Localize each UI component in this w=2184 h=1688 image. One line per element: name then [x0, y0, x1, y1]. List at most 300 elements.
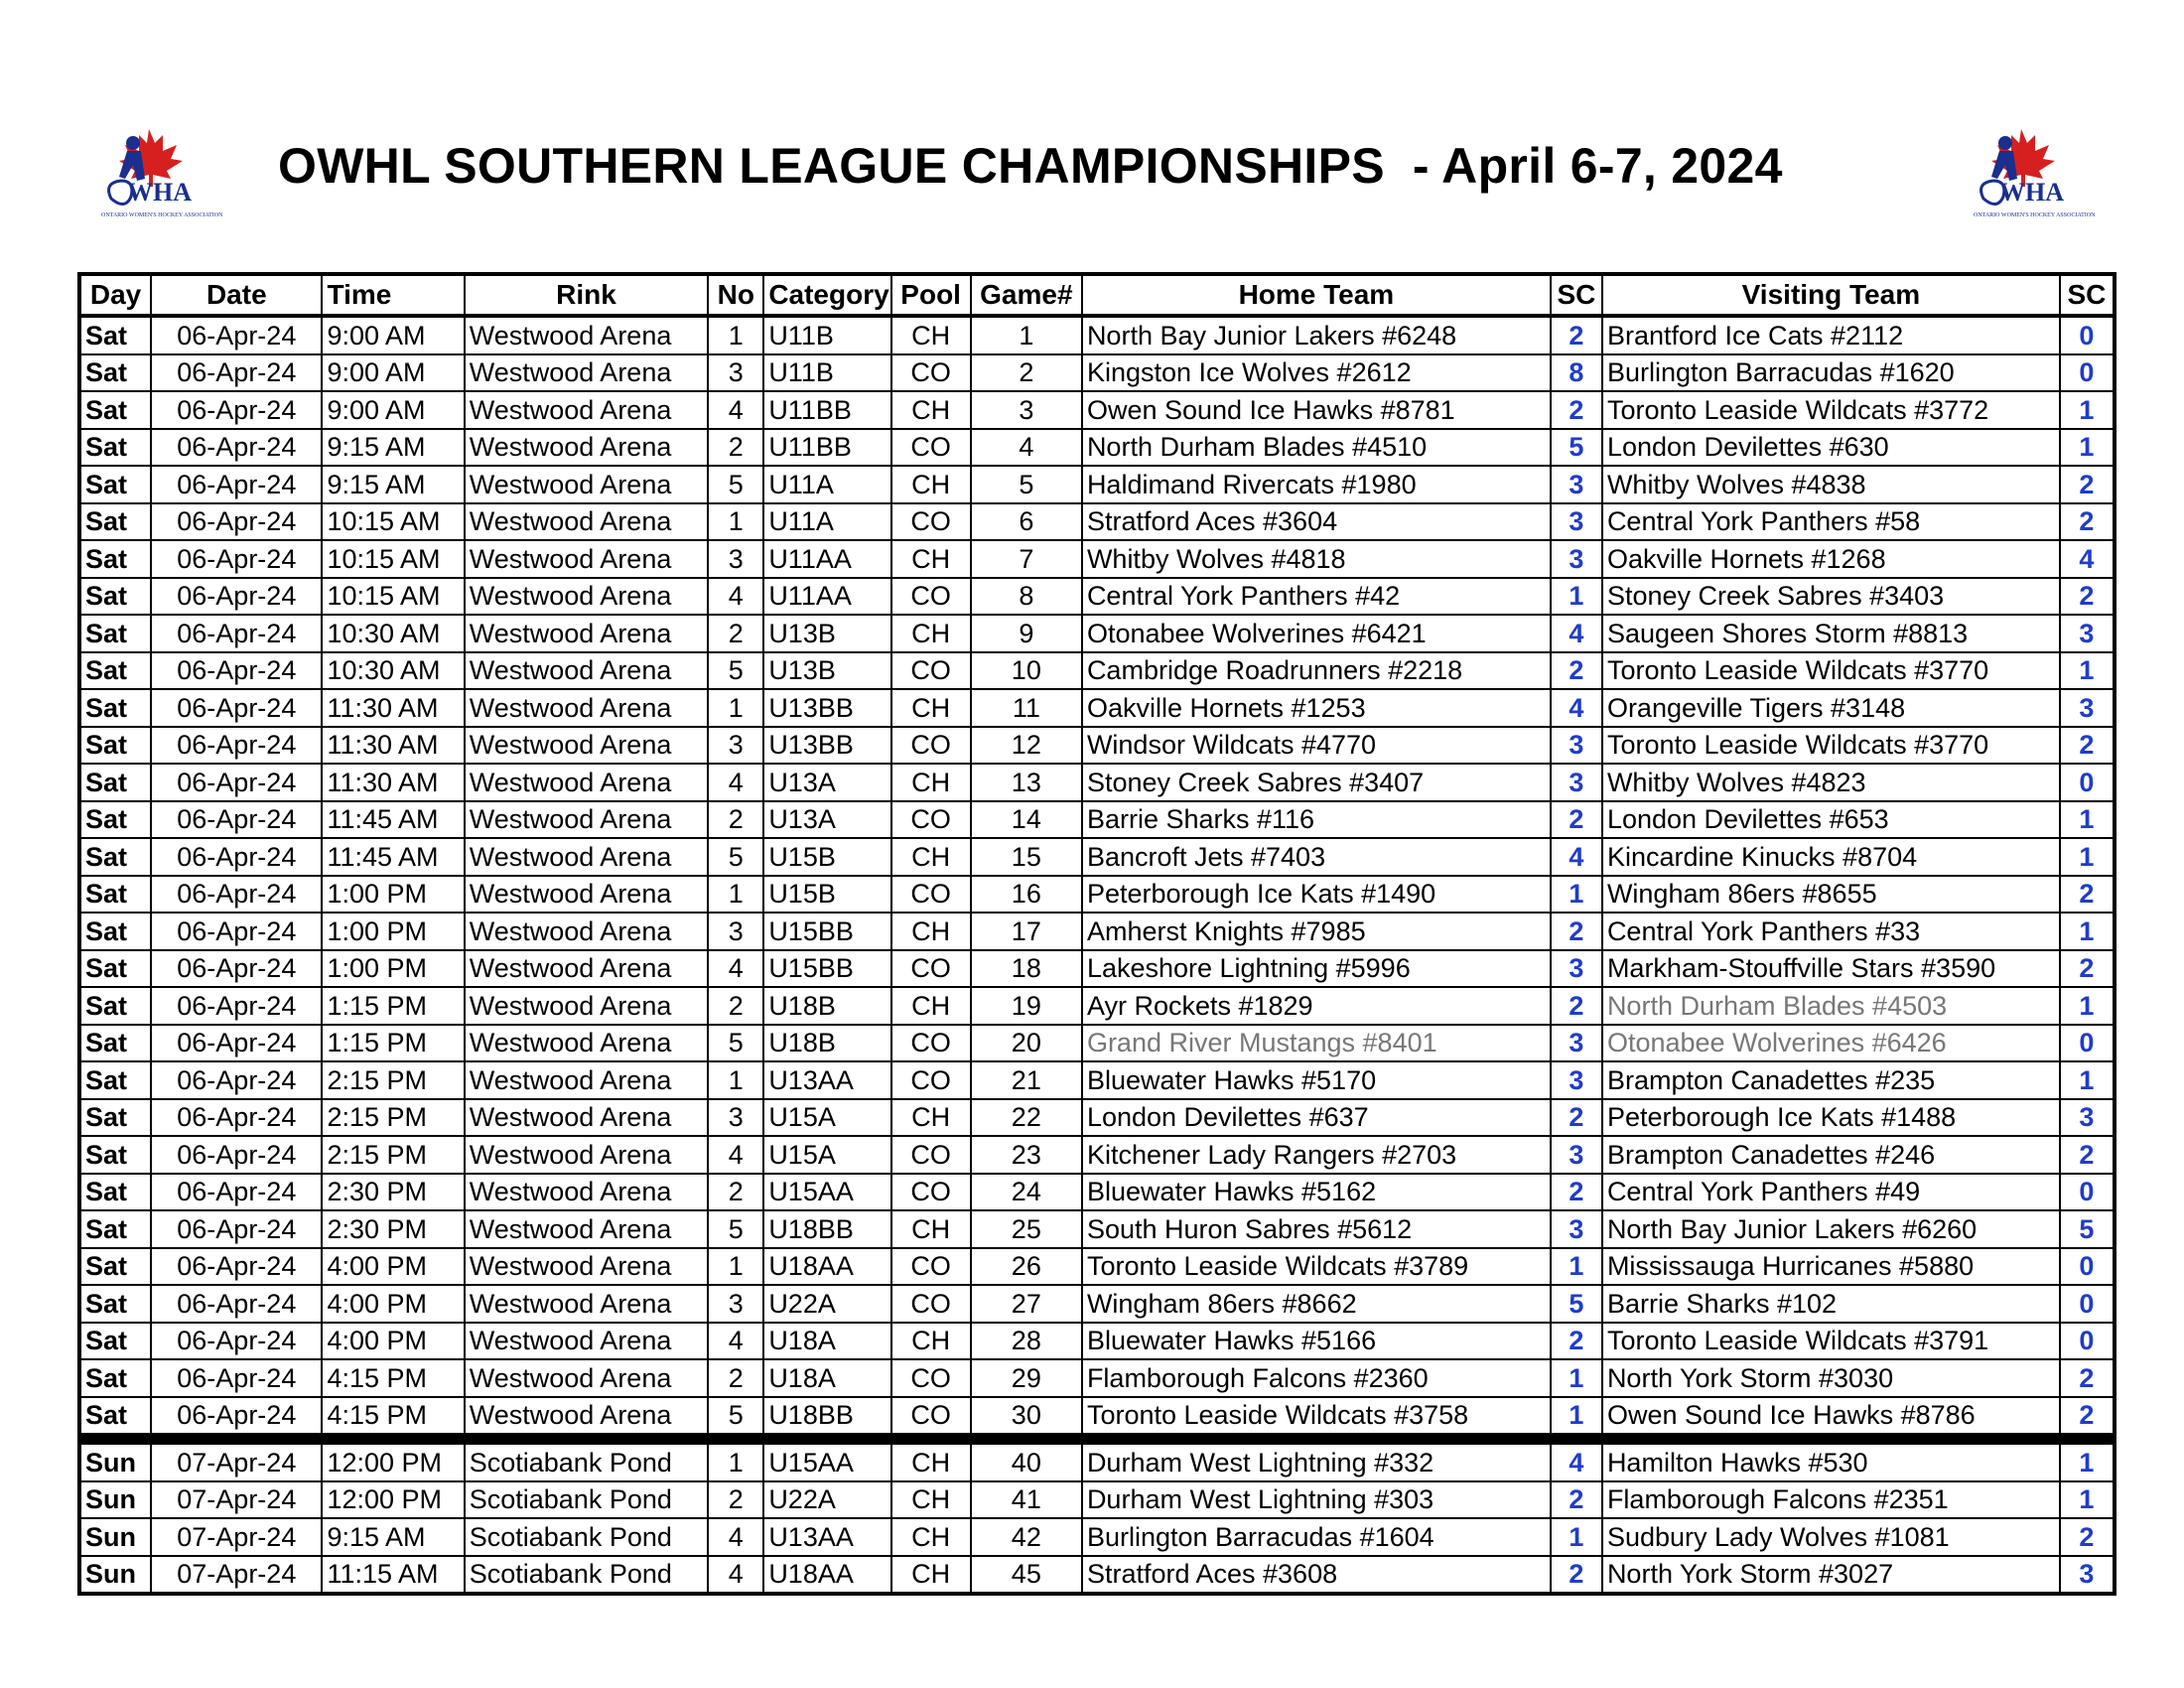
- rink-no-cell: 4: [708, 1518, 763, 1556]
- pool-cell: CH: [891, 913, 971, 950]
- category-cell: U15B: [763, 876, 890, 914]
- game-number-cell: 11: [971, 689, 1082, 727]
- rink-cell: Westwood Arena: [465, 652, 708, 690]
- rink-cell: Westwood Arena: [465, 540, 708, 578]
- home-score-cell: 5: [1551, 1285, 1602, 1323]
- time-cell: 10:15 AM: [322, 503, 464, 541]
- rink-no-cell: 2: [708, 615, 763, 652]
- game-number-cell: 30: [971, 1397, 1082, 1435]
- home-team-cell: Durham West Lightning #303: [1082, 1481, 1551, 1519]
- time-cell: 10:30 AM: [322, 615, 464, 652]
- date-cell: 06-Apr-24: [151, 466, 322, 503]
- rink-cell: Westwood Arena: [465, 1174, 708, 1211]
- game-number-cell: 17: [971, 913, 1082, 950]
- day-cell: Sat: [79, 1061, 151, 1099]
- day-cell: Sat: [79, 652, 151, 690]
- date-cell: 06-Apr-24: [151, 429, 322, 467]
- visiting-score-cell: 0: [2060, 1248, 2115, 1286]
- svg-text:WHA: WHA: [1999, 178, 2064, 207]
- visiting-team-cell: Owen Sound Ice Hawks #8786: [1602, 1397, 2060, 1435]
- visiting-team-cell: Stoney Creek Sabres #3403: [1602, 578, 2060, 616]
- table-row: [79, 689, 2115, 727]
- rink-cell: Scotiabank Pond: [465, 1444, 708, 1481]
- svg-text:ONTARIO WOMEN'S HOCKEY ASSOCIA: ONTARIO WOMEN'S HOCKEY ASSOCIATION: [101, 212, 223, 218]
- date-cell: 06-Apr-24: [151, 1323, 322, 1360]
- rink-cell: Westwood Arena: [465, 1136, 708, 1174]
- day-cell: Sat: [79, 764, 151, 801]
- visiting-score-cell: 1: [2060, 1481, 2115, 1519]
- rink-cell: Scotiabank Pond: [465, 1481, 708, 1519]
- day-cell: Sun: [79, 1556, 151, 1595]
- home-team-cell: Stratford Aces #3604: [1082, 503, 1551, 541]
- home-team-cell: Otonabee Wolverines #6421: [1082, 615, 1551, 652]
- visiting-score-cell: 0: [2060, 1285, 2115, 1323]
- rink-cell: Westwood Arena: [465, 764, 708, 801]
- visiting-score-cell: 2: [2060, 727, 2115, 765]
- day-cell: Sun: [79, 1444, 151, 1481]
- home-team-cell: Owen Sound Ice Hawks #8781: [1082, 391, 1551, 429]
- visiting-team-cell: Whitby Wolves #4823: [1602, 764, 2060, 801]
- category-cell: U13A: [763, 801, 890, 839]
- date-cell: 06-Apr-24: [151, 540, 322, 578]
- table-row: [79, 540, 2115, 578]
- rink-no-cell: 3: [708, 727, 763, 765]
- pool-cell: CH: [891, 1556, 971, 1595]
- home-score-cell: 1: [1551, 1518, 1602, 1556]
- rink-no-cell: 3: [708, 1099, 763, 1137]
- visiting-score-cell: 2: [2060, 466, 2115, 503]
- category-cell: U15AA: [763, 1444, 890, 1481]
- time-cell: 9:00 AM: [322, 391, 464, 429]
- visiting-team-cell: Peterborough Ice Kats #1488: [1602, 1099, 2060, 1137]
- table-row: [79, 987, 2115, 1025]
- day-cell: Sat: [79, 876, 151, 914]
- rink-no-cell: 3: [708, 540, 763, 578]
- col-header-game: Game#: [971, 274, 1082, 316]
- home-score-cell: 1: [1551, 1248, 1602, 1286]
- time-cell: 4:15 PM: [322, 1359, 464, 1397]
- day-cell: Sat: [79, 1099, 151, 1137]
- day-cell: Sat: [79, 540, 151, 578]
- rink-cell: Westwood Arena: [465, 354, 708, 392]
- visiting-score-cell: 1: [2060, 652, 2115, 690]
- rink-no-cell: 4: [708, 1136, 763, 1174]
- visiting-team-cell: London Devilettes #653: [1602, 801, 2060, 839]
- rink-cell: Westwood Arena: [465, 391, 708, 429]
- day-cell: Sat: [79, 987, 151, 1025]
- home-team-cell: Windsor Wildcats #4770: [1082, 727, 1551, 765]
- visiting-score-cell: 1: [2060, 1444, 2115, 1481]
- day-cell: Sat: [79, 689, 151, 727]
- home-score-cell: 3: [1551, 1136, 1602, 1174]
- visiting-score-cell: 0: [2060, 1025, 2115, 1062]
- day-cell: Sat: [79, 429, 151, 467]
- date-cell: 06-Apr-24: [151, 1210, 322, 1248]
- game-number-cell: 24: [971, 1174, 1082, 1211]
- rink-cell: Westwood Arena: [465, 1210, 708, 1248]
- home-team-cell: Bluewater Hawks #5166: [1082, 1323, 1551, 1360]
- rink-cell: Westwood Arena: [465, 801, 708, 839]
- rink-no-cell: 1: [708, 503, 763, 541]
- pool-cell: CH: [891, 764, 971, 801]
- game-number-cell: 41: [971, 1481, 1082, 1519]
- rink-cell: Westwood Arena: [465, 838, 708, 876]
- visiting-score-cell: 2: [2060, 1136, 2115, 1174]
- date-cell: 06-Apr-24: [151, 354, 322, 392]
- pool-cell: CO: [891, 1061, 971, 1099]
- visiting-team-cell: Central York Panthers #58: [1602, 503, 2060, 541]
- date-cell: 07-Apr-24: [151, 1518, 322, 1556]
- visiting-score-cell: 2: [2060, 1359, 2115, 1397]
- rink-no-cell: 2: [708, 1174, 763, 1211]
- rink-cell: Westwood Arena: [465, 615, 708, 652]
- pool-cell: CH: [891, 1518, 971, 1556]
- game-number-cell: 25: [971, 1210, 1082, 1248]
- pool-cell: CO: [891, 1025, 971, 1062]
- rink-cell: Westwood Arena: [465, 689, 708, 727]
- date-cell: 06-Apr-24: [151, 764, 322, 801]
- visiting-team-cell: Saugeen Shores Storm #8813: [1602, 615, 2060, 652]
- rink-cell: Westwood Arena: [465, 1025, 708, 1062]
- date-cell: 06-Apr-24: [151, 652, 322, 690]
- home-team-cell: Lakeshore Lightning #5996: [1082, 950, 1551, 988]
- date-cell: 06-Apr-24: [151, 913, 322, 950]
- table-row: [79, 1099, 2115, 1137]
- date-cell: 06-Apr-24: [151, 316, 322, 354]
- category-cell: U18BB: [763, 1397, 890, 1435]
- rink-no-cell: 5: [708, 838, 763, 876]
- sunday-games: [79, 1444, 2115, 1594]
- pool-cell: CH: [891, 615, 971, 652]
- rink-cell: Westwood Arena: [465, 913, 708, 950]
- home-team-cell: Amherst Knights #7985: [1082, 913, 1551, 950]
- home-score-cell: 1: [1551, 876, 1602, 914]
- rink-no-cell: 4: [708, 1556, 763, 1595]
- game-number-cell: 7: [971, 540, 1082, 578]
- visiting-team-cell: Barrie Sharks #102: [1602, 1285, 2060, 1323]
- time-cell: 2:15 PM: [322, 1136, 464, 1174]
- visiting-team-cell: Toronto Leaside Wildcats #3770: [1602, 727, 2060, 765]
- title-main: OWHL SOUTHERN LEAGUE CHAMPIONSHIPS: [278, 138, 1385, 194]
- time-cell: 1:15 PM: [322, 1025, 464, 1062]
- pool-cell: CO: [891, 429, 971, 467]
- pool-cell: CH: [891, 689, 971, 727]
- visiting-score-cell: 1: [2060, 801, 2115, 839]
- rink-no-cell: 3: [708, 354, 763, 392]
- day-cell: Sat: [79, 727, 151, 765]
- game-number-cell: 28: [971, 1323, 1082, 1360]
- home-team-cell: Kitchener Lady Rangers #2703: [1082, 1136, 1551, 1174]
- saturday-games: [79, 316, 2115, 1434]
- game-number-cell: 26: [971, 1248, 1082, 1286]
- col-header-visiting-team: Visiting Team: [1602, 274, 2060, 316]
- home-score-cell: 2: [1551, 1323, 1602, 1360]
- time-cell: 12:00 PM: [322, 1481, 464, 1519]
- home-score-cell: 3: [1551, 1061, 1602, 1099]
- category-cell: U18AA: [763, 1556, 890, 1595]
- rink-cell: Westwood Arena: [465, 1099, 708, 1137]
- category-cell: U18B: [763, 1025, 890, 1062]
- home-team-cell: Oakville Hornets #1253: [1082, 689, 1551, 727]
- date-cell: 07-Apr-24: [151, 1556, 322, 1595]
- visiting-team-cell: Mississauga Hurricanes #5880: [1602, 1248, 2060, 1286]
- table-row: [79, 1323, 2115, 1360]
- home-team-cell: Kingston Ice Wolves #2612: [1082, 354, 1551, 392]
- home-team-cell: Whitby Wolves #4818: [1082, 540, 1551, 578]
- pool-cell: CH: [891, 1323, 971, 1360]
- pool-cell: CH: [891, 1481, 971, 1519]
- visiting-score-cell: 1: [2060, 987, 2115, 1025]
- rink-no-cell: 5: [708, 1210, 763, 1248]
- visiting-team-cell: Brantford Ice Cats #2112: [1602, 316, 2060, 354]
- home-score-cell: 3: [1551, 540, 1602, 578]
- home-team-cell: Burlington Barracudas #1604: [1082, 1518, 1551, 1556]
- game-number-cell: 15: [971, 838, 1082, 876]
- visiting-score-cell: 2: [2060, 1397, 2115, 1435]
- time-cell: 9:15 AM: [322, 429, 464, 467]
- time-cell: 10:30 AM: [322, 652, 464, 690]
- day-cell: Sat: [79, 950, 151, 988]
- home-score-cell: 1: [1551, 1359, 1602, 1397]
- visiting-score-cell: 0: [2060, 316, 2115, 354]
- col-header-date: Date: [151, 274, 322, 316]
- table-row: [79, 838, 2115, 876]
- category-cell: U15A: [763, 1099, 890, 1137]
- svg-text:WHA: WHA: [127, 178, 192, 207]
- table-row: [79, 1025, 2115, 1062]
- time-cell: 2:15 PM: [322, 1061, 464, 1099]
- date-cell: 07-Apr-24: [151, 1481, 322, 1519]
- rink-no-cell: 1: [708, 316, 763, 354]
- table-row: [79, 1556, 2115, 1595]
- rink-cell: Westwood Arena: [465, 950, 708, 988]
- home-team-cell: Ayr Rockets #1829: [1082, 987, 1551, 1025]
- table-row: [79, 1136, 2115, 1174]
- game-number-cell: 18: [971, 950, 1082, 988]
- day-cell: Sun: [79, 1481, 151, 1519]
- separator-row: [79, 1434, 2115, 1444]
- category-cell: U18A: [763, 1323, 890, 1360]
- visiting-team-cell: Sudbury Lady Wolves #1081: [1602, 1518, 2060, 1556]
- date-cell: 06-Apr-24: [151, 876, 322, 914]
- pool-cell: CH: [891, 1444, 971, 1481]
- home-score-cell: 3: [1551, 503, 1602, 541]
- visiting-score-cell: 1: [2060, 391, 2115, 429]
- rink-cell: Scotiabank Pond: [465, 1518, 708, 1556]
- date-cell: 06-Apr-24: [151, 1174, 322, 1211]
- home-team-cell: Grand River Mustangs #8401: [1082, 1025, 1551, 1062]
- table-row: [79, 316, 2115, 354]
- table-row: [79, 764, 2115, 801]
- time-cell: 12:00 PM: [322, 1444, 464, 1481]
- visiting-team-cell: North Bay Junior Lakers #6260: [1602, 1210, 2060, 1248]
- pool-cell: CH: [891, 1210, 971, 1248]
- time-cell: 9:00 AM: [322, 354, 464, 392]
- category-cell: U13BB: [763, 689, 890, 727]
- home-team-cell: Stratford Aces #3608: [1082, 1556, 1551, 1595]
- date-cell: 06-Apr-24: [151, 689, 322, 727]
- header-row: [79, 274, 2115, 316]
- home-score-cell: 3: [1551, 1025, 1602, 1062]
- visiting-team-cell: North York Storm #3027: [1602, 1556, 2060, 1595]
- visiting-score-cell: 3: [2060, 615, 2115, 652]
- visiting-team-cell: London Devilettes #630: [1602, 429, 2060, 467]
- pool-cell: CO: [891, 801, 971, 839]
- time-cell: 4:15 PM: [322, 1397, 464, 1435]
- day-cell: Sat: [79, 1285, 151, 1323]
- rink-no-cell: 2: [708, 801, 763, 839]
- rink-cell: Westwood Arena: [465, 1248, 708, 1286]
- rink-no-cell: 1: [708, 1248, 763, 1286]
- pool-cell: CO: [891, 503, 971, 541]
- day-separator: [79, 1434, 2115, 1444]
- home-team-cell: Durham West Lightning #332: [1082, 1444, 1551, 1481]
- time-cell: 11:45 AM: [322, 838, 464, 876]
- home-score-cell: 2: [1551, 316, 1602, 354]
- visiting-score-cell: 0: [2060, 354, 2115, 392]
- date-cell: 06-Apr-24: [151, 1136, 322, 1174]
- visiting-team-cell: Wingham 86ers #8655: [1602, 876, 2060, 914]
- visiting-score-cell: 0: [2060, 764, 2115, 801]
- visiting-score-cell: 2: [2060, 876, 2115, 914]
- home-score-cell: 2: [1551, 801, 1602, 839]
- svg-text:ONTARIO WOMEN'S HOCKEY ASSOCIA: ONTARIO WOMEN'S HOCKEY ASSOCIATION: [1974, 212, 2096, 218]
- table-row: [79, 913, 2115, 950]
- rink-no-cell: 1: [708, 1061, 763, 1099]
- time-cell: 9:00 AM: [322, 316, 464, 354]
- table-row: [79, 615, 2115, 652]
- title-dates: - April 6-7, 2024: [1412, 138, 1783, 194]
- home-score-cell: 2: [1551, 987, 1602, 1025]
- table-row: [79, 727, 2115, 765]
- pool-cell: CO: [891, 1359, 971, 1397]
- pool-cell: CH: [891, 838, 971, 876]
- home-score-cell: 3: [1551, 466, 1602, 503]
- pool-cell: CO: [891, 1174, 971, 1211]
- rink-no-cell: 4: [708, 764, 763, 801]
- category-cell: U13A: [763, 764, 890, 801]
- rink-cell: Westwood Arena: [465, 578, 708, 616]
- visiting-team-cell: North York Storm #3030: [1602, 1359, 2060, 1397]
- rink-cell: Westwood Arena: [465, 727, 708, 765]
- date-cell: 06-Apr-24: [151, 503, 322, 541]
- col-header-no: No: [708, 274, 763, 316]
- category-cell: U11B: [763, 354, 890, 392]
- table-row: [79, 1397, 2115, 1435]
- rink-cell: Westwood Arena: [465, 1397, 708, 1435]
- game-number-cell: 45: [971, 1556, 1082, 1595]
- home-team-cell: Toronto Leaside Wildcats #3789: [1082, 1248, 1551, 1286]
- visiting-score-cell: 0: [2060, 1323, 2115, 1360]
- pool-cell: CO: [891, 1285, 971, 1323]
- day-cell: Sat: [79, 1136, 151, 1174]
- rink-cell: Scotiabank Pond: [465, 1556, 708, 1595]
- col-header-day: Day: [79, 274, 151, 316]
- home-team-cell: Peterborough Ice Kats #1490: [1082, 876, 1551, 914]
- rink-no-cell: 1: [708, 876, 763, 914]
- visiting-score-cell: 3: [2060, 1556, 2115, 1595]
- day-cell: Sat: [79, 838, 151, 876]
- home-team-cell: Central York Panthers #42: [1082, 578, 1551, 616]
- time-cell: 11:45 AM: [322, 801, 464, 839]
- pool-cell: CH: [891, 391, 971, 429]
- pool-cell: CH: [891, 987, 971, 1025]
- table-row: [79, 1174, 2115, 1211]
- col-header-time: Time: [322, 274, 464, 316]
- game-number-cell: 14: [971, 801, 1082, 839]
- home-team-cell: Stoney Creek Sabres #3407: [1082, 764, 1551, 801]
- visiting-score-cell: 2: [2060, 503, 2115, 541]
- table-row: [79, 578, 2115, 616]
- table-row: [79, 1285, 2115, 1323]
- day-cell: Sat: [79, 391, 151, 429]
- home-score-cell: 2: [1551, 1174, 1602, 1211]
- date-cell: 06-Apr-24: [151, 1025, 322, 1062]
- time-cell: 11:15 AM: [322, 1556, 464, 1595]
- rink-no-cell: 3: [708, 913, 763, 950]
- rink-no-cell: 4: [708, 578, 763, 616]
- visiting-score-cell: 1: [2060, 913, 2115, 950]
- category-cell: U13B: [763, 652, 890, 690]
- date-cell: 07-Apr-24: [151, 1444, 322, 1481]
- day-cell: Sat: [79, 1323, 151, 1360]
- day-cell: Sat: [79, 1174, 151, 1211]
- day-cell: Sat: [79, 801, 151, 839]
- table-row: [79, 1248, 2115, 1286]
- visiting-team-cell: Whitby Wolves #4838: [1602, 466, 2060, 503]
- table-row: [79, 801, 2115, 839]
- category-cell: U13BB: [763, 727, 890, 765]
- visiting-team-cell: Burlington Barracudas #1620: [1602, 354, 2060, 392]
- time-cell: 1:00 PM: [322, 876, 464, 914]
- col-header-rink: Rink: [465, 274, 708, 316]
- rink-cell: Westwood Arena: [465, 316, 708, 354]
- visiting-score-cell: 1: [2060, 838, 2115, 876]
- visiting-score-cell: 2: [2060, 950, 2115, 988]
- time-cell: 2:15 PM: [322, 1099, 464, 1137]
- date-cell: 06-Apr-24: [151, 1099, 322, 1137]
- rink-no-cell: 1: [708, 1444, 763, 1481]
- date-cell: 06-Apr-24: [151, 1397, 322, 1435]
- home-team-cell: Cambridge Roadrunners #2218: [1082, 652, 1551, 690]
- home-score-cell: 1: [1551, 1397, 1602, 1435]
- visiting-team-cell: Oakville Hornets #1268: [1602, 540, 2060, 578]
- time-cell: 1:00 PM: [322, 950, 464, 988]
- game-number-cell: 1: [971, 316, 1082, 354]
- home-score-cell: 2: [1551, 913, 1602, 950]
- game-number-cell: 19: [971, 987, 1082, 1025]
- home-score-cell: 2: [1551, 1099, 1602, 1137]
- category-cell: U15B: [763, 838, 890, 876]
- time-cell: 4:00 PM: [322, 1323, 464, 1360]
- home-score-cell: 1: [1551, 578, 1602, 616]
- home-score-cell: 4: [1551, 1444, 1602, 1481]
- category-cell: U22A: [763, 1481, 890, 1519]
- day-cell: Sat: [79, 578, 151, 616]
- rink-cell: Westwood Arena: [465, 1323, 708, 1360]
- game-number-cell: 22: [971, 1099, 1082, 1137]
- day-cell: Sat: [79, 913, 151, 950]
- pool-cell: CO: [891, 652, 971, 690]
- category-cell: U18A: [763, 1359, 890, 1397]
- home-score-cell: 3: [1551, 1210, 1602, 1248]
- home-score-cell: 4: [1551, 615, 1602, 652]
- pool-cell: CO: [891, 1136, 971, 1174]
- game-number-cell: 2: [971, 354, 1082, 392]
- home-team-cell: North Durham Blades #4510: [1082, 429, 1551, 467]
- table-row: [79, 503, 2115, 541]
- home-score-cell: 2: [1551, 391, 1602, 429]
